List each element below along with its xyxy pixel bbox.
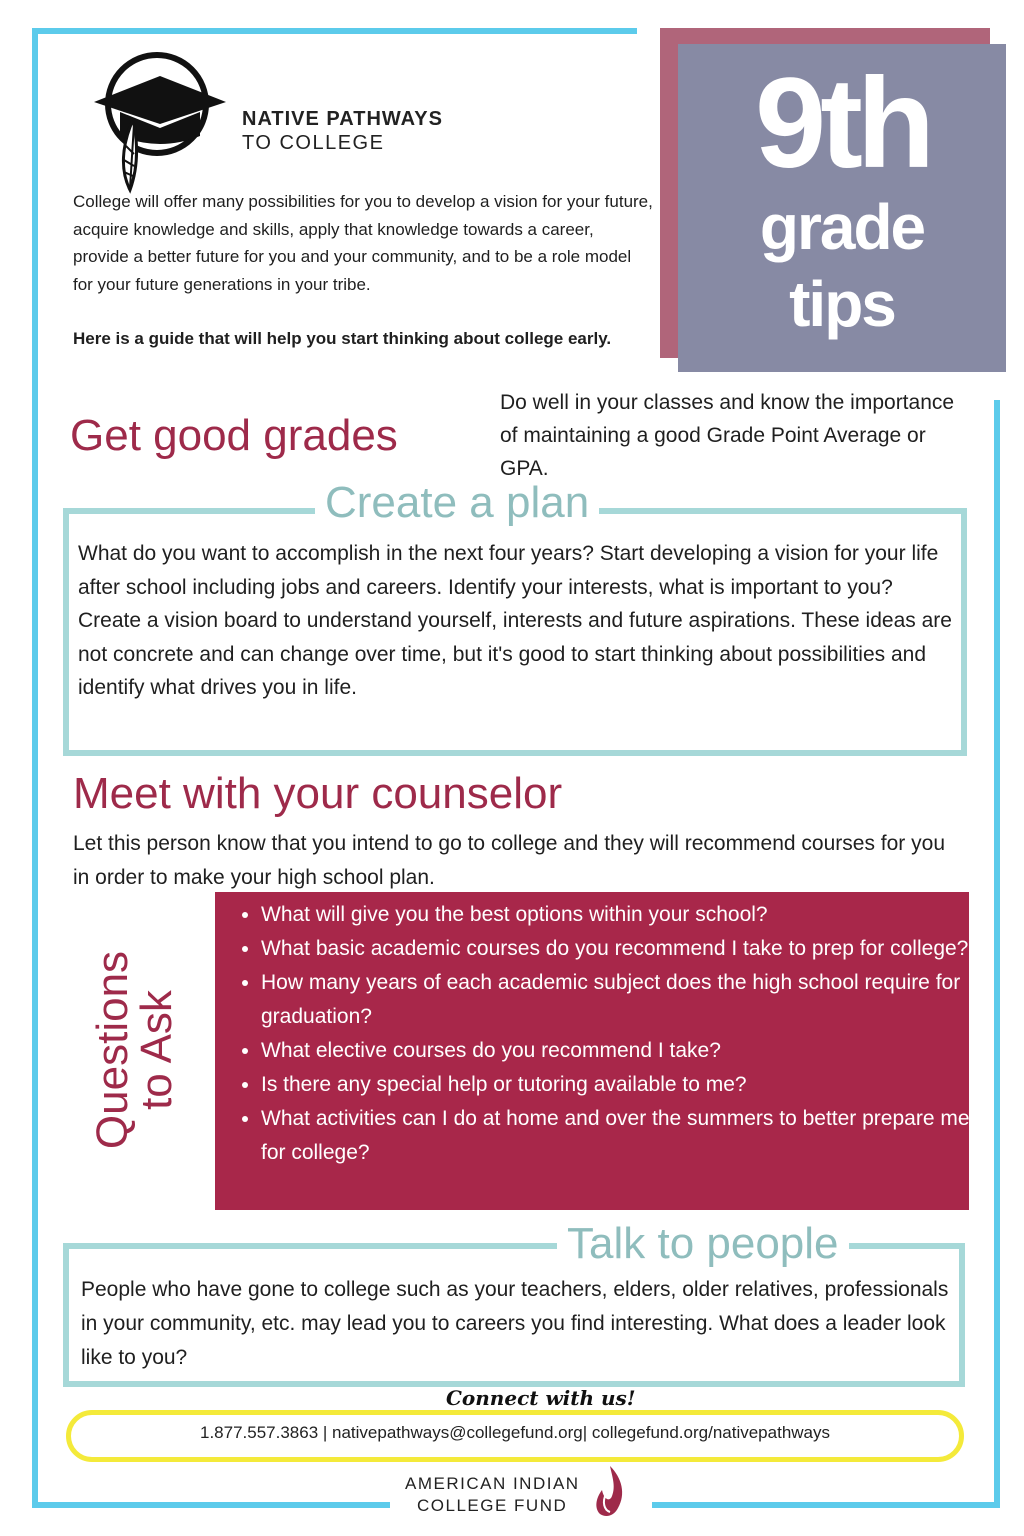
badge-grade: grade — [759, 191, 925, 263]
questions-label-line1: Questions — [88, 950, 137, 1150]
flame-feather-icon — [592, 1464, 628, 1520]
logo-subtitle: TO COLLEGE — [242, 132, 385, 154]
talk-text: People who have gone to college such as your teachers, elders, older relatives, professionals in your community, etc. may lead you to careers you find interesting. What does a leader look like to you? — [81, 1278, 949, 1369]
plan-text-1: What do you want to accomplish in the next four years? Start developing a vision for your life after school including jobs and careers. Identify your interests, what is important to you? — [78, 542, 939, 599]
badge-tips: tips — [789, 268, 895, 340]
grades-text: Do well in your classes and know the importance of maintaining a good Grade Point Average or GPA. — [500, 391, 955, 480]
connect-heading: Connect with us! — [446, 1386, 636, 1410]
question-item: • What elective courses do you recommend I take? — [261, 1034, 991, 1068]
heading-meet-counselor: Meet with your counselor — [73, 769, 563, 818]
org-name-line2: COLLEGE FUND — [417, 1496, 568, 1515]
intro-text: College will offer many possibilities for you to develop a vision for your future, acquire knowledge and skills, apply that knowledge towards a career, provide a better future for you and your community, and to be a role model for your future generations in your tribe. — [73, 192, 653, 294]
badge-number: 9th — [755, 52, 929, 195]
frame-right — [994, 400, 1000, 1508]
counselor-text: Let this person know that you intend to go to college and they will recommend courses for you in order to make your high school plan. — [73, 832, 945, 889]
heading-get-good-grades: Get good grades — [70, 411, 398, 460]
heading-create-a-plan: Create a plan — [315, 481, 599, 525]
questions-list — [230, 898, 991, 1170]
intro-bold-text: Here is a guide that will help you start thinking about college early. — [73, 329, 612, 348]
questions-label — [65, 940, 205, 1160]
question-item: • What will give you the best options within your school? — [261, 898, 991, 932]
plan-text — [78, 537, 958, 705]
question-item: • How many years of each academic subject does the high school require for graduation? — [261, 966, 991, 1034]
question-item: • What basic academic courses do you recommend I take to prep for college? — [261, 932, 991, 966]
contact-info[interactable]: 1.877.557.3863 | nativepathways@collegefund.org| collegefund.org/nativepathways — [199, 1423, 831, 1442]
logo-title: NATIVE PATHWAYS — [242, 108, 443, 130]
plan-text-2: Create a vision board to understand yourself, interests and future aspirations. These ideas are not concrete and can change over time, but it's good to start thinking about possibilities and identify what drives you in life. — [78, 609, 952, 699]
question-item: • What activities can I do at home and over the summers to better prepare me for college? — [261, 1102, 991, 1170]
frame-bottom-right — [652, 1502, 1000, 1508]
question-item: • Is there any special help or tutoring available to me? — [261, 1068, 991, 1102]
questions-label-line2: to Ask — [132, 990, 181, 1110]
graduation-cap-feather-icon — [90, 66, 240, 196]
frame-left — [32, 28, 38, 1508]
org-name-line1: AMERICAN INDIAN — [405, 1474, 580, 1493]
frame-top — [32, 28, 637, 34]
frame-bottom-left — [32, 1502, 390, 1508]
heading-talk-to-people: Talk to people — [557, 1222, 849, 1266]
